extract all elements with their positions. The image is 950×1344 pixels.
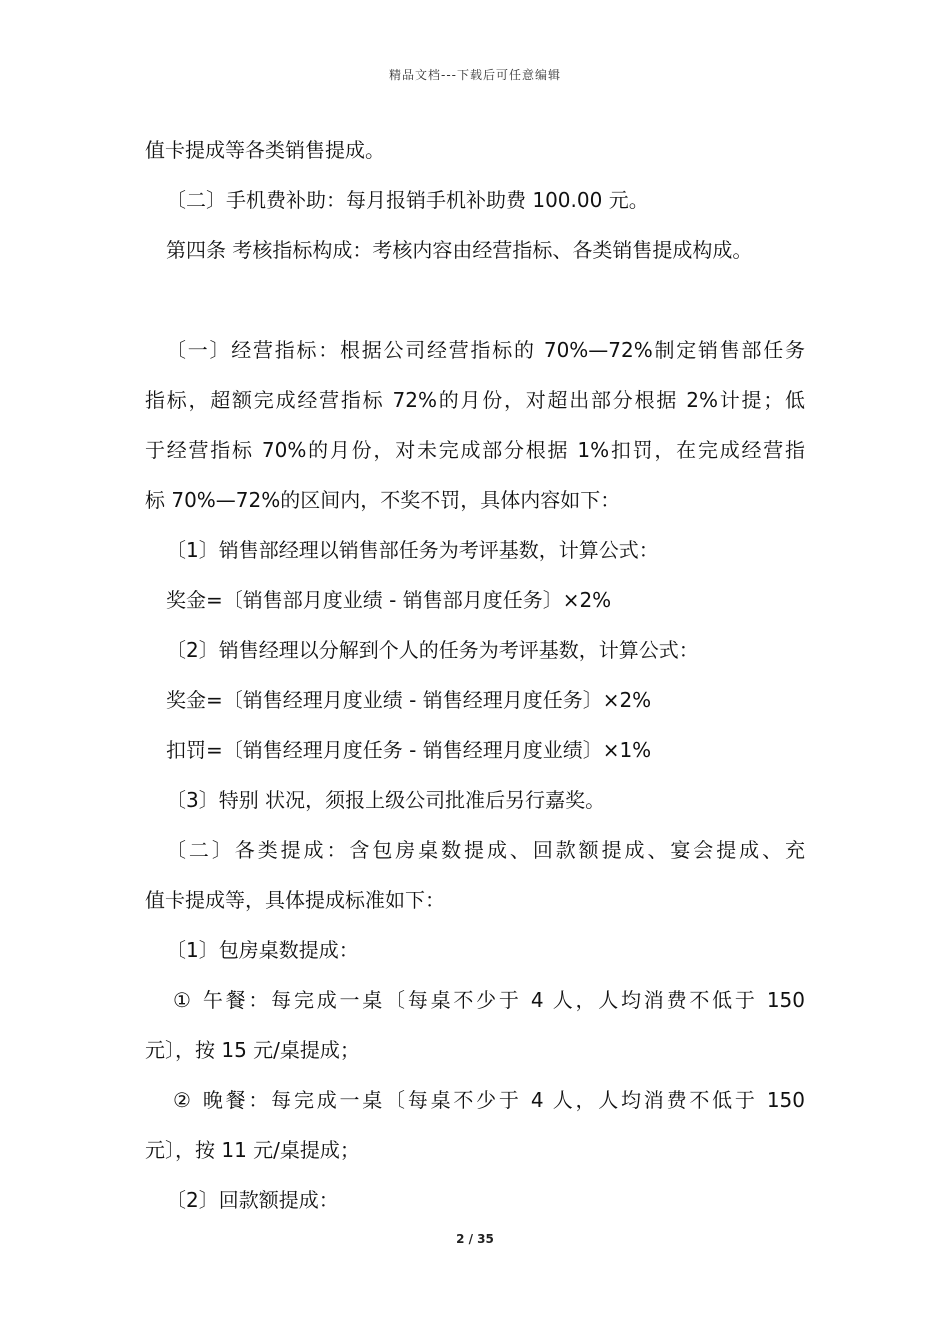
paragraph-line: 〔3〕特别 状况，须报上级公司批准后另行嘉奖。 bbox=[166, 788, 606, 812]
page-number: 2 / 35 bbox=[456, 1232, 494, 1246]
paragraph-line: 〔2〕回款额提成： bbox=[166, 1188, 339, 1212]
paragraph-line: 〔一〕经营指标：根据公司经营指标的 70%—72%制定销售部任务 bbox=[166, 338, 805, 362]
paragraph-line: 值卡提成等，具体提成标准如下： bbox=[145, 888, 445, 912]
paragraph-line: 值卡提成等各类销售提成。 bbox=[145, 138, 385, 162]
list-item: ① 午餐：每完成一桌〔每桌不少于 4 人，人均消费不低于 150 bbox=[173, 988, 805, 1012]
formula-line: 奖金=〔销售经理月度业绩 - 销售经理月度任务〕×2% bbox=[166, 688, 652, 712]
list-item: ② 晚餐：每完成一桌〔每桌不少于 4 人，人均消费不低于 150 bbox=[173, 1088, 805, 1112]
page-header: 精品文档---下载后可任意编辑 bbox=[389, 68, 561, 82]
paragraph-line: 〔2〕销售经理以分解到个人的任务为考评基数，计算公式： bbox=[166, 638, 699, 662]
paragraph-line: 元〕，按 15 元/桌提成； bbox=[145, 1038, 360, 1062]
paragraph-line: 〔二〕手机费补助：每月报销手机补助费 100.00 元。 bbox=[166, 188, 649, 212]
paragraph-line: 元〕，按 11 元/桌提成； bbox=[145, 1138, 360, 1162]
paragraph-line: 〔1〕销售部经理以销售部任务为考评基数，计算公式： bbox=[166, 538, 659, 562]
paragraph-line: 〔二〕各类提成：含包房桌数提成、回款额提成、宴会提成、充 bbox=[166, 838, 805, 862]
formula-line: 奖金=〔销售部月度业绩 - 销售部月度任务〕×2% bbox=[166, 588, 612, 612]
paragraph-line: 〔1〕包房桌数提成： bbox=[166, 938, 359, 962]
paragraph-line: 于经营指标 70%的月份，对未完成部分根据 1%扣罚，在完成经营指 bbox=[145, 438, 805, 462]
section-heading: 第四条 考核指标构成：考核内容由经营指标、各类销售提成构成。 bbox=[166, 238, 753, 262]
formula-line: 扣罚=〔销售经理月度任务 - 销售经理月度业绩〕×1% bbox=[166, 738, 652, 762]
paragraph-line: 指标，超额完成经营指标 72%的月份，对超出部分根据 2%计提；低 bbox=[145, 388, 805, 412]
paragraph-line: 标 70%—72%的区间内，不奖不罚，具体内容如下： bbox=[145, 488, 621, 512]
